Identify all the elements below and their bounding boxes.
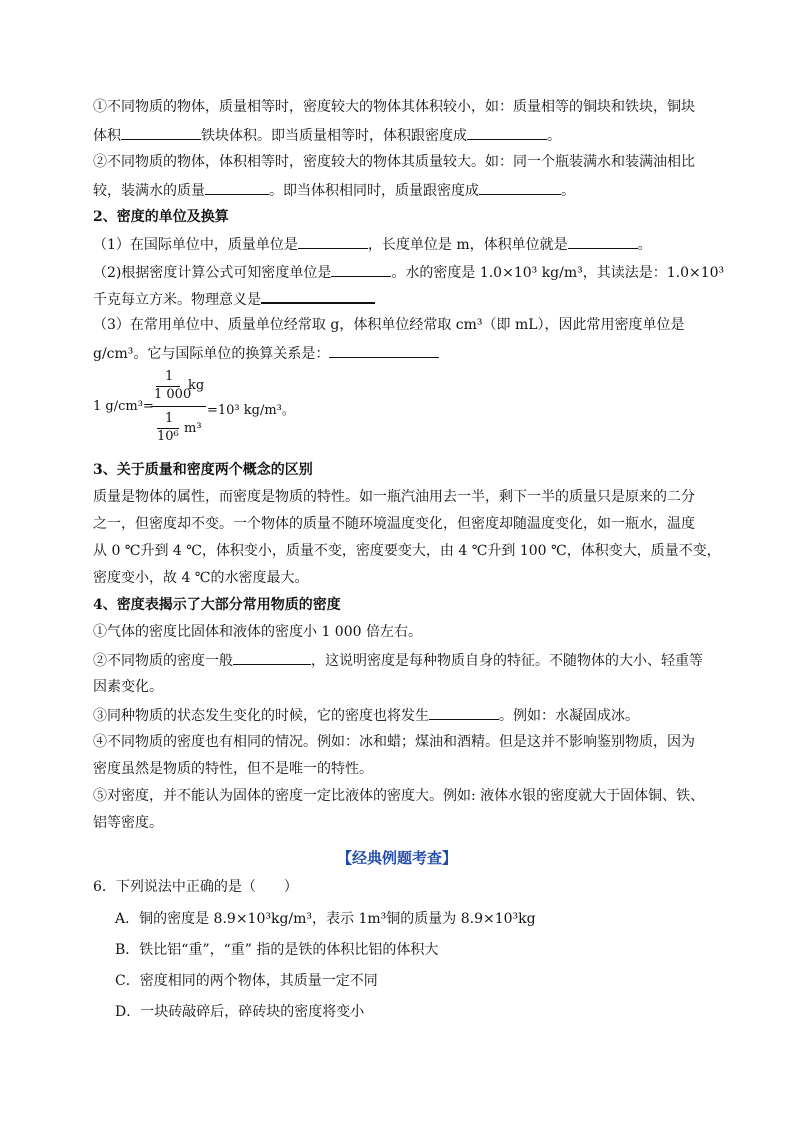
text-fragment: ③同种物质的状态发生变化的时候，它的密度也将发生 (93, 708, 429, 724)
numerator-bottom: 1 000 (154, 387, 192, 402)
answer-blank[interactable] (298, 234, 368, 249)
section-heading: 4、密度表揭示了大部分常用物质的密度 (93, 597, 341, 613)
text-line (93, 234, 652, 254)
numerator-top: 1 (165, 369, 174, 384)
text-line: ⑤对密度，并不能认为固体的密度一定比液体的密度大。例如: 液体水银的密度就大于固体铜、铁、 (93, 788, 705, 804)
text-line (93, 288, 375, 309)
text-fragment: 。例如：水凝固成冰。 (499, 708, 639, 724)
text-fragment: 铁块体积。即当质量相等时，体积跟密度成 (201, 128, 467, 144)
text-line: 因素变化。 (93, 679, 163, 695)
main-fraction-bar (151, 406, 206, 407)
section-heading: 3、关于质量和密度两个概念的区别 (93, 462, 313, 478)
text-fragment: 千克每立方米。物理意义是 (93, 292, 261, 308)
text-line (93, 650, 703, 670)
answer-blank[interactable] (467, 125, 547, 140)
text-line (93, 180, 575, 200)
unit-m3: m³ (184, 421, 202, 436)
answer-blank[interactable] (121, 125, 201, 140)
text-line (93, 262, 724, 282)
answer-blank[interactable] (233, 650, 311, 665)
text-line: ①气体的密度比固体和液体的密度小 1 000 倍左右。 (93, 624, 422, 640)
formula-right: =10³ kg/m³。 (207, 403, 295, 418)
option-d[interactable]: D．一块砖敲碎后，碎砖块的密度将变小 (115, 1004, 365, 1020)
section-title: 【经典例题考查】 (336, 849, 457, 867)
text-fragment: 。 (547, 128, 561, 144)
text-fragment: 。 (561, 183, 575, 199)
formula-left: 1 g/cm³= (93, 399, 154, 414)
text-line: 密度变小，故 4 ℃的水密度最大。 (93, 570, 309, 586)
option-b[interactable]: B．铁比铝“重”，“重” 指的是铁的体积比铝的体积大 (115, 942, 439, 958)
text-line: ④不同物质的密度也有相同的情况。例如：冰和蜡；煤油和酒精。但是这并不影响鉴别物质，因为 (93, 734, 695, 750)
answer-blank[interactable] (261, 288, 375, 304)
text-fragment: ，长度单位是 m，体积单位就是 (367, 237, 568, 253)
text-fragment: ，这说明密度是每种物质自身的特征。不随物体的大小、轻重等 (311, 653, 703, 669)
text-line: ①不同物质的物体，质量相等时，密度较大的物体其体积较小，如：质量相等的铜块和铁块，铜块 (93, 99, 695, 115)
text-line: 从 0 ℃升到 4 ℃，体积变小，质量不变，密度要变大，由 4 ℃升到 100 ℃，体积变大，质量不变， (93, 543, 721, 559)
text-fragment: 体积 (93, 128, 121, 144)
answer-blank[interactable] (329, 343, 439, 358)
question-stem: 6．下列说法中正确的是（ ） (93, 879, 298, 895)
denominator-top: 1 (165, 411, 174, 426)
text-line (93, 125, 561, 145)
text-fragment: 。即当体积相同时，质量跟密度成 (269, 183, 479, 199)
answer-blank[interactable] (205, 180, 269, 195)
text-line: （3）在常用单位中、质量单位经常取 g，体积单位经常取 cm³（即 mL），因此常用密度单位是 (93, 317, 685, 333)
text-line (93, 705, 639, 725)
text-fragment: 。水的密度是 1.0×10³ kg/m³，其读法是：1.0×10³ (391, 265, 725, 281)
text-fragment: （1）在国际单位中，质量单位是 (93, 237, 298, 253)
text-line: 之一，但密度却不变。一个物体的质量不随环境温度变化，但密度却随温度变化，如一瓶水，温度 (93, 516, 695, 532)
unit-kg: kg (188, 378, 205, 393)
answer-blank[interactable] (429, 705, 499, 720)
text-line: ②不同物质的物体，体积相等时，密度较大的物体其质量较大。如：同一个瓶装满水和装满油相比 (93, 154, 695, 170)
option-c[interactable]: C．密度相同的两个物体，其质量一定不同 (115, 973, 378, 989)
text-line: 密度虽然是物质的特性，但不是唯一的特性。 (93, 761, 373, 777)
answer-blank[interactable] (331, 262, 391, 277)
answer-blank[interactable] (568, 234, 638, 249)
text-line: 铝等密度。 (93, 815, 163, 831)
text-fragment: （2)根据密度计算公式可知密度单位是 (93, 265, 332, 281)
text-line: 质量是物体的属性，而密度是物质的特性。如一瓶汽油用去一半，剩下一半的质量只是原来的二分 (93, 489, 695, 505)
text-fragment: 较，装满水的质量 (93, 183, 205, 199)
denominator-bottom: 10⁶ (157, 429, 179, 444)
section-heading: 2、密度的单位及换算 (93, 209, 229, 225)
text-fragment: ②不同物质的密度一般 (93, 653, 233, 669)
text-line (93, 343, 439, 363)
option-a[interactable]: A．铜的密度是 8.9×10³kg/m³，表示 1m³铜的质量为 8.9×10³kg (115, 911, 536, 927)
answer-blank[interactable] (479, 180, 561, 195)
text-fragment: g/cm³。它与国际单位的换算关系是： (93, 346, 330, 362)
text-fragment: 。 (637, 237, 652, 253)
